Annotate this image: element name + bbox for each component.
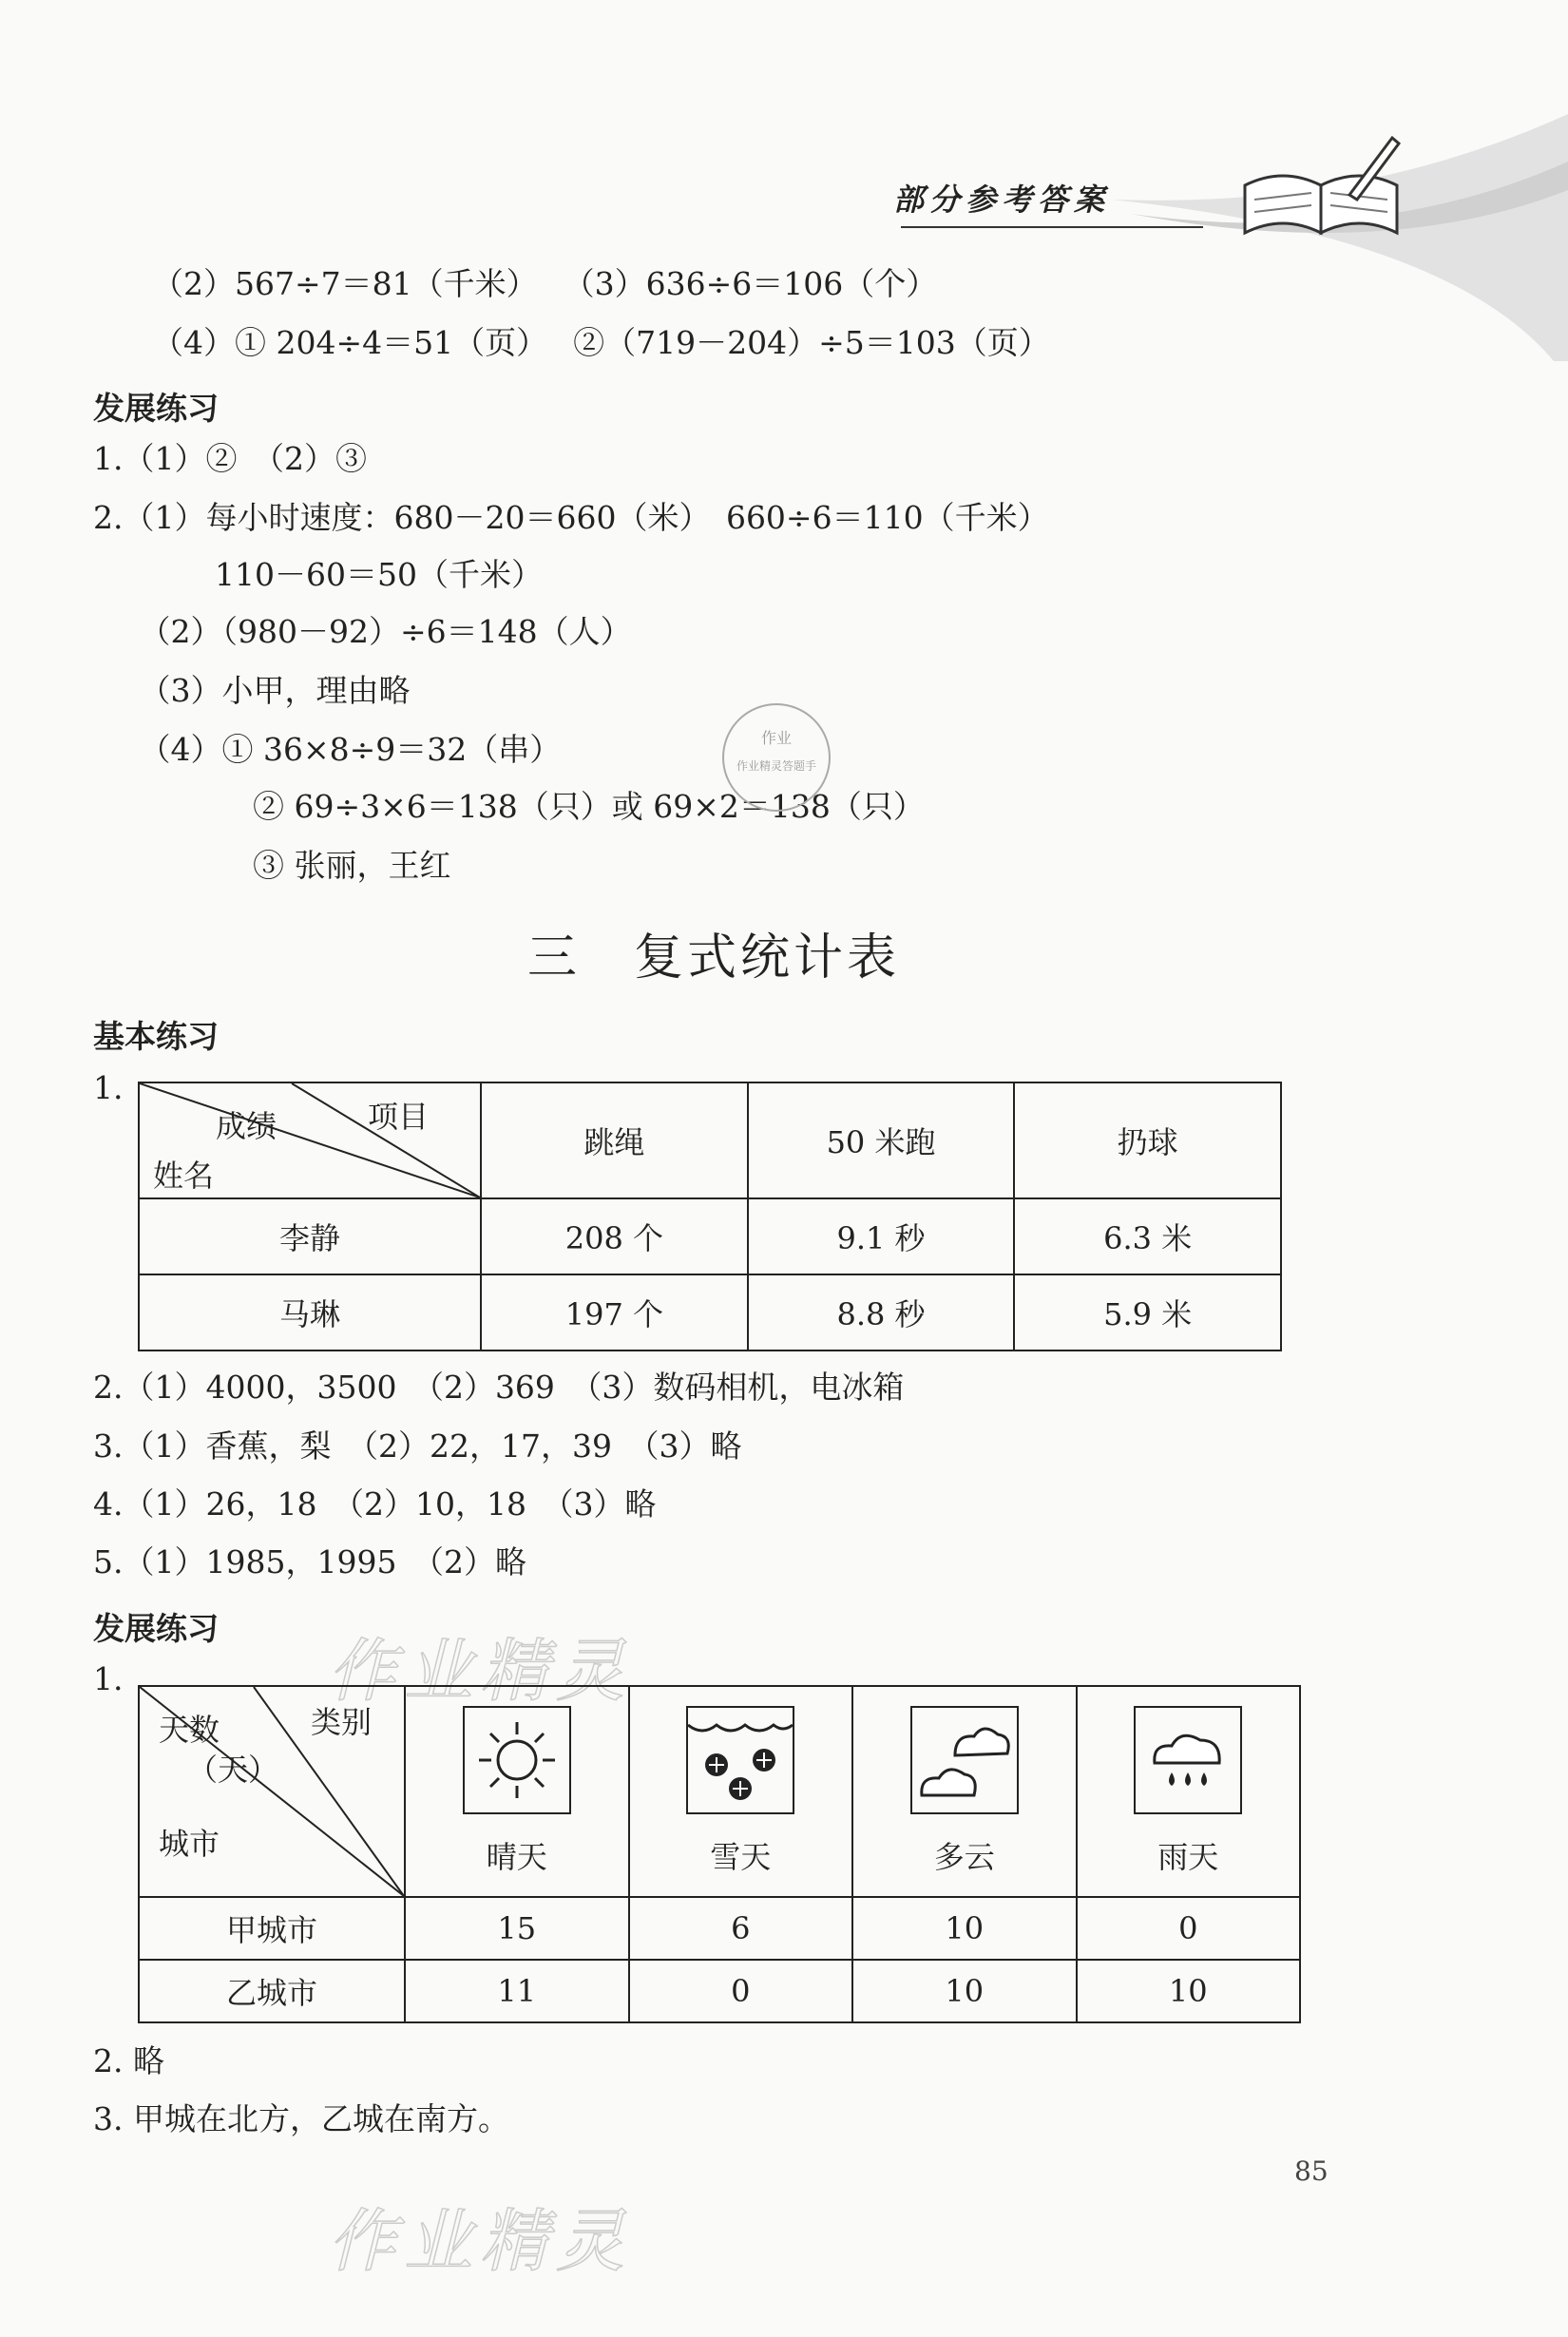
rain-icon — [1134, 1706, 1242, 1814]
table-cell: 0 — [629, 1960, 853, 2022]
header-title: 部分参考答案 — [893, 182, 1111, 218]
chapter-title: 三 复式统计表 — [527, 929, 901, 987]
row-name: 甲城市 — [139, 1897, 405, 1960]
table-cell: 8.8 秒 — [748, 1274, 1015, 1350]
page-number: 85 — [1294, 2155, 1329, 2187]
column-label: 雪天 — [710, 1839, 772, 1875]
table-cell: 197 个 — [481, 1274, 748, 1350]
watermark-text: 作业精灵 — [328, 2201, 633, 2281]
table-cell: 11 — [405, 1960, 629, 2022]
table-cell: 208 个 — [481, 1198, 748, 1274]
column-header — [1077, 1686, 1301, 1897]
snow-icon — [686, 1706, 794, 1814]
corner-label-score: 成绩 — [216, 1108, 277, 1144]
stamp-line: 作业 — [760, 729, 792, 747]
table-cell: 0 — [1077, 1897, 1301, 1960]
section-heading-develop: 发展练习 — [93, 390, 219, 427]
column-header: 50 米跑 — [748, 1082, 1015, 1198]
question-number: 1. — [93, 1660, 124, 1697]
answer-line: ③ 张丽，王红 — [190, 847, 451, 884]
section-heading-develop: 发展练习 — [93, 1610, 219, 1647]
table-cell: 10 — [852, 1960, 1077, 2022]
answer-line: 4.（1）26，18 （2）10，18 （3）略 — [93, 1485, 657, 1523]
answer-line: （3）小甲，理由略 — [124, 672, 411, 709]
weather-table — [138, 1685, 1301, 2023]
homework-stamp-logo — [722, 703, 831, 812]
section-heading-basic: 基本练习 — [93, 1018, 219, 1055]
table-cell: 9.1 秒 — [748, 1198, 1015, 1274]
answer-line: ② 69÷3×6＝138（只）或 69×2＝138（只） — [190, 788, 925, 825]
column-header: 跳绳 — [481, 1082, 748, 1198]
score-table — [138, 1082, 1282, 1351]
answer-line: 110－60＝50（千米） — [152, 556, 543, 593]
answer-line: 1.（1）② （2）③ — [93, 440, 367, 477]
table-cell: 5.9 米 — [1014, 1274, 1281, 1350]
stamp-line: 作业精灵答题手 — [736, 759, 816, 773]
answer-line: 3.（1）香蕉，梨 （2）22，17，39 （3）略 — [93, 1427, 742, 1465]
answer-line: （4）① 204÷4＝51（页） ②（719－204）÷5＝103（页） — [152, 324, 1050, 361]
column-label: 多云 — [933, 1839, 995, 1875]
table-cell: 6.3 米 — [1014, 1198, 1281, 1274]
table-row — [139, 1960, 1300, 2022]
watermark-text: 作业精灵 — [328, 1631, 633, 1711]
answer-line: 2. 略 — [93, 2042, 164, 2079]
answer-line: 3. 甲城在北方，乙城在南方。 — [93, 2100, 509, 2137]
column-header — [629, 1686, 853, 1897]
table-row — [139, 1274, 1281, 1350]
table-corner-cell — [139, 1686, 405, 1897]
table-cell: 10 — [852, 1897, 1077, 1960]
row-name: 马琳 — [139, 1274, 481, 1350]
answer-line: （4）① 36×8÷9＝32（串） — [124, 731, 562, 768]
row-name: 乙城市 — [139, 1960, 405, 2022]
column-header — [852, 1686, 1077, 1897]
table-row — [139, 1198, 1281, 1274]
table-cell: 15 — [405, 1897, 629, 1960]
corner-label-name: 姓名 — [153, 1158, 215, 1194]
open-book-icon — [1235, 128, 1406, 242]
table-cell: 10 — [1077, 1960, 1301, 2022]
answer-line: 5.（1）1985，1995 （2）略 — [93, 1543, 526, 1580]
answer-line: 2.（1）4000，3500 （2）369 （3）数码相机，电冰箱 — [93, 1369, 905, 1406]
table-cell: 6 — [629, 1897, 853, 1960]
answer-line: （2）567÷7＝81（千米） （3）636÷6＝106（个） — [152, 265, 938, 302]
corner-label-days: 天数 — [159, 1712, 220, 1748]
question-number: 1. — [93, 1069, 124, 1106]
column-label: 雨天 — [1157, 1839, 1219, 1875]
table-row — [139, 1897, 1300, 1960]
page-header — [893, 176, 1110, 220]
answer-line: 2.（1）每小时速度：680－20＝660（米） 660÷6＝110（千米） — [93, 499, 1049, 536]
cloud-icon — [910, 1706, 1019, 1814]
row-name: 李静 — [139, 1198, 481, 1274]
corner-label-category: 类别 — [311, 1704, 373, 1740]
column-label: 晴天 — [486, 1839, 547, 1875]
corner-label-city: 城市 — [159, 1826, 220, 1862]
answer-line: （2）（980－92）÷6＝148（人） — [124, 613, 632, 650]
header-underline — [901, 226, 1203, 228]
corner-label-unit: （天） — [187, 1752, 279, 1788]
column-header — [405, 1686, 629, 1897]
table-corner-cell — [139, 1082, 481, 1198]
sun-icon — [463, 1706, 571, 1814]
column-header: 扔球 — [1014, 1082, 1281, 1198]
corner-label-item: 项目 — [368, 1099, 430, 1135]
